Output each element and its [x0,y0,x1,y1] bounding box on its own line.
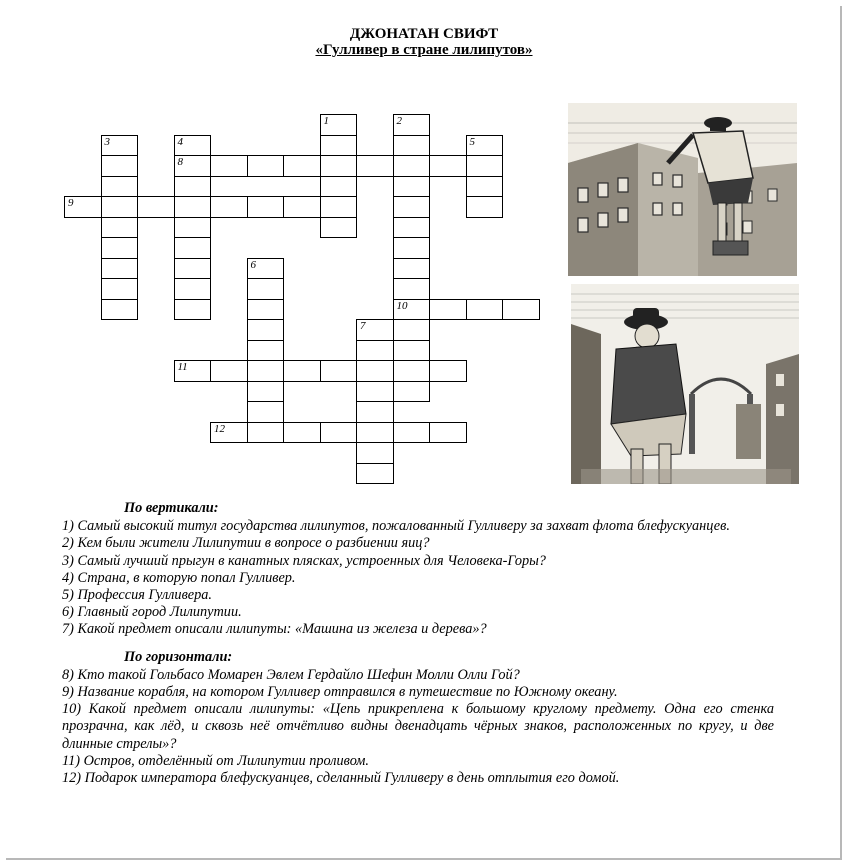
crossword-cell[interactable] [247,340,285,362]
clue-across-11: 11) Остров, отделённый от Лилипутии проливом. [62,752,369,769]
crossword-cell[interactable] [393,360,431,382]
crossword-cell[interactable] [210,196,248,218]
crossword-cell[interactable] [429,422,467,444]
crossword-cell[interactable] [247,381,285,403]
clue-down-6: 6) Главный город Лилипутии. [62,604,242,621]
crossword-clue-number: 11 [177,361,188,373]
crossword-cell[interactable] [429,299,467,321]
crossword-cell[interactable] [393,340,431,362]
across-clues-heading: По горизонтали: [124,648,233,665]
crossword-cell[interactable] [320,176,358,198]
clue-down-4: 4) Страна, в которую попал Гулливер. [62,569,296,586]
crossword-cell[interactable] [393,381,431,403]
crossword-clue-number: 4 [177,135,183,148]
crossword-cell[interactable] [137,196,175,218]
crossword-cell[interactable] [210,422,248,444]
crossword-cell[interactable] [393,135,431,157]
crossword-cell[interactable] [356,422,394,444]
crossword-clue-number: 7 [360,320,366,332]
crossword-cell[interactable] [356,340,394,362]
crossword-cell[interactable] [429,360,467,382]
crossword-cell[interactable] [356,155,394,177]
crossword-cell[interactable] [393,196,431,218]
crossword-cell[interactable] [356,319,394,341]
crossword-cell[interactable] [466,135,504,157]
crossword-cell[interactable] [393,176,431,198]
crossword-cell[interactable] [247,299,285,321]
crossword-cell[interactable] [320,135,358,157]
crossword-cell[interactable] [247,422,285,444]
crossword-cell[interactable] [174,217,212,239]
crossword-cell[interactable] [320,360,358,382]
crossword-clue-number: 5 [469,135,475,148]
clue-down-2: 2) Кем были жители Лилипутии в вопросе о разбиении яиц? [62,535,430,552]
crossword-cell[interactable] [101,217,139,239]
crossword-cell[interactable] [283,422,321,444]
clue-down-3: 3) Самый лучший прыгун в канатных плясках, устроенных для Человека-Горы? [62,552,546,569]
crossword-cell[interactable] [393,155,431,177]
crossword-clue-number: 9 [68,197,74,209]
crossword-cell[interactable] [101,299,139,321]
crossword-cell[interactable] [393,422,431,444]
crossword-cell[interactable] [174,176,212,198]
crossword-cell[interactable] [356,442,394,464]
crossword-cell[interactable] [393,114,431,136]
crossword-cell[interactable] [356,401,394,423]
clue-down-1: 1) Самый высокий титул государства лилипутов, пожалованный Гулливеру за захват флота блефускуанцев. [62,518,730,535]
crossword-cell[interactable] [466,176,504,198]
crossword-cell[interactable] [320,196,358,218]
clue-across-12: 12) Подарок императора блефускуанцев, сделанный Гулливеру в день отплытия его домой. [62,770,620,787]
crossword-cell[interactable] [247,258,285,280]
crossword-cell[interactable] [247,319,285,341]
crossword-cell[interactable] [320,422,358,444]
crossword-cell[interactable] [466,299,504,321]
crossword-cell[interactable] [356,360,394,382]
crossword-cell[interactable] [101,135,139,157]
clue-across-9: 9) Название корабля, на котором Гулливер отправился в путешествие по Южному океану. [62,684,618,701]
crossword-cell[interactable] [320,114,358,136]
crossword-cell[interactable] [174,360,212,382]
crossword-cell[interactable] [356,463,394,485]
crossword-cell[interactable] [320,155,358,177]
clues-section [62,500,774,787]
crossword-clue-number: 1 [323,115,329,127]
crossword-cell[interactable] [101,237,139,259]
crossword-cell[interactable] [174,258,212,280]
crossword-cell[interactable] [393,217,431,239]
clue-across-8: 8) Кто такой Гольбасо Момарен Эвлем Гердайло Шефин Молли Олли Гой? [62,666,520,683]
crossword-clue-number: 8 [177,156,183,168]
crossword-cell[interactable] [247,155,285,177]
crossword-cell[interactable] [101,176,139,198]
engraving-illustration [571,284,799,484]
author-title: ДЖОНАТАН СВИФТ [349,26,499,42]
crossword-cell[interactable] [320,217,358,239]
clue-across-10: 10) Какой предмет описали лилипуты: «Цепь прикреплена к большому круглому предмету. Одна его стенка прозрачна, как лёд, и сквозь неё отчётливо видны двенадцать чёрных знаков, расположенных по кругу, и две длинные стрелы»? [62,701,774,752]
crossword-cell[interactable] [101,258,139,280]
crossword-cell[interactable] [210,155,248,177]
crossword-cell[interactable] [64,196,102,218]
crossword-cell[interactable] [174,155,212,177]
crossword-cell[interactable] [393,299,431,321]
crossword-clue-number: 12 [214,422,225,435]
crossword-cell[interactable] [283,155,321,177]
gulliver-on-rooftops [568,103,797,276]
crossword-cell[interactable] [247,360,285,382]
clue-down-5: 5) Профессия Гулливера. [62,587,212,604]
crossword-cell[interactable] [101,278,139,300]
down-clues-heading: По вертикали: [124,500,219,516]
crossword-cell[interactable] [174,299,212,321]
crossword-cell[interactable] [429,155,467,177]
crossword-cell[interactable] [502,299,540,321]
crossword-cell[interactable] [393,258,431,280]
crossword-cell[interactable] [174,278,212,300]
crossword-clue-number: 2 [396,115,402,127]
crossword-cell[interactable] [356,381,394,403]
gulliver-in-lilliput-street [571,284,799,484]
crossword-cell[interactable] [101,196,139,218]
crossword-cell[interactable] [283,360,321,382]
crossword-cell[interactable] [283,196,321,218]
crossword-cell[interactable] [466,196,504,218]
crossword-clue-number: 3 [104,135,110,148]
crossword-cell[interactable] [247,401,285,423]
crossword-cell[interactable] [393,278,431,300]
crossword-cell[interactable] [393,319,431,341]
crossword-clue-number: 6 [250,258,256,271]
crossword-cell[interactable] [174,237,212,259]
crossword-cell[interactable] [101,155,139,177]
crossword-cell[interactable] [210,360,248,382]
book-title: «Гулливер в стране лилипутов» [315,42,533,58]
crossword-cell[interactable] [174,135,212,157]
crossword-cell[interactable] [393,237,431,259]
crossword-clue-number: 10 [396,299,408,312]
crossword-cell[interactable] [466,155,504,177]
crossword-cell[interactable] [247,278,285,300]
crossword-cell[interactable] [174,196,212,218]
clue-down-7: 7) Какой предмет описали лилипуты: «Машина из железа и дерева»? [62,621,487,638]
crossword-cell[interactable] [247,196,285,218]
engraving-illustration [568,103,797,276]
